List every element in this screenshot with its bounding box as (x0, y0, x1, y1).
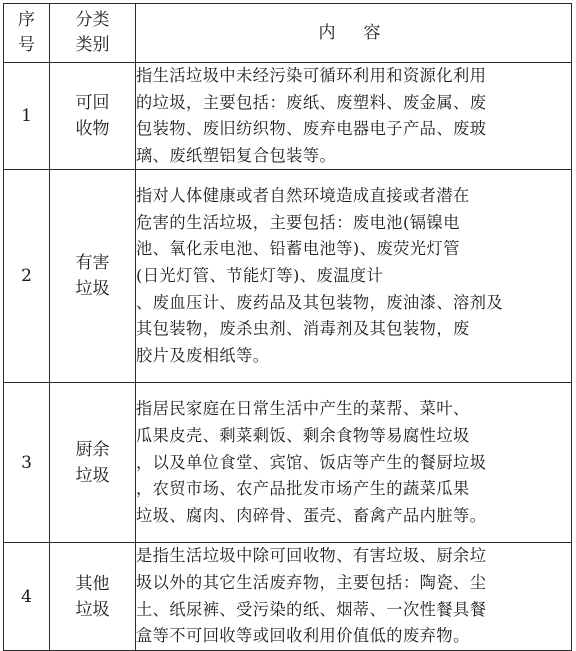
table-row (4, 383, 572, 543)
header-index (4, 4, 50, 63)
row-content: 是指生活垃圾中除可回收物、有害垃圾、厨余垃 圾以外的其它生活废弃物，主要包括：陶瓷、尘 土、纸尿裤、受污染的纸、烟蒂、一次性餐具餐 盒等不可回收等或回收利用价值低的废弃物。 (136, 543, 572, 650)
row-index: 1 (4, 63, 50, 170)
row-index: 2 (4, 170, 50, 383)
row-category-label: 厨余 垃圾 (75, 439, 110, 486)
waste-classification-table (3, 3, 572, 651)
table-row (4, 543, 572, 650)
table-row (4, 170, 572, 383)
header-content: 内容 (136, 4, 572, 63)
table-header-row (4, 4, 572, 63)
row-category (50, 170, 136, 383)
header-category (50, 4, 136, 63)
row-index: 4 (4, 543, 50, 650)
row-category-label: 其他 垃圾 (75, 573, 110, 620)
row-category-label: 可回 收物 (75, 93, 110, 140)
row-category (50, 543, 136, 650)
row-index: 3 (4, 383, 50, 543)
row-content: 指居民家庭在日常生活中产生的菜帮、菜叶、 瓜果皮壳、剩菜剩饭、剩余食物等易腐性垃圾 ，以及单位食堂、宾馆、饭店等产生的餐厨垃圾 ，农贸市场、农产品批发市场产生的蔬菜瓜果 垃圾、腐肉、肉碎骨、蛋壳、畜禽产品内脏等。 (136, 383, 572, 543)
row-category (50, 383, 136, 543)
table-row (4, 63, 572, 170)
row-category (50, 63, 136, 170)
row-content: 指生活垃圾中未经污染可循环利用和资源化利用 的垃圾，主要包括：废纸、废塑料、废金属、废 包装物、废旧纺织物、废弃电器电子产品、废玻 璃、废纸塑铝复合包装等。 (136, 63, 572, 170)
row-category-label: 有害 垃圾 (75, 253, 110, 300)
header-index-label: 序 号 (18, 10, 35, 55)
row-content: 指对人体健康或者自然环境造成直接或者潜在 危害的生活垃圾，主要包括：废电池(镉镍电 池、氧化汞电池、铅蓄电池等)、废荧光灯管 (日光灯管、节能灯等)、废温度计 、废血压计、废药品及其包装物，废油漆、溶剂及 其包装物，废杀虫剂、消毒剂及其包装物，废 胶片及废相纸等。 (136, 170, 572, 383)
header-category-label: 分类 类别 (75, 10, 110, 55)
